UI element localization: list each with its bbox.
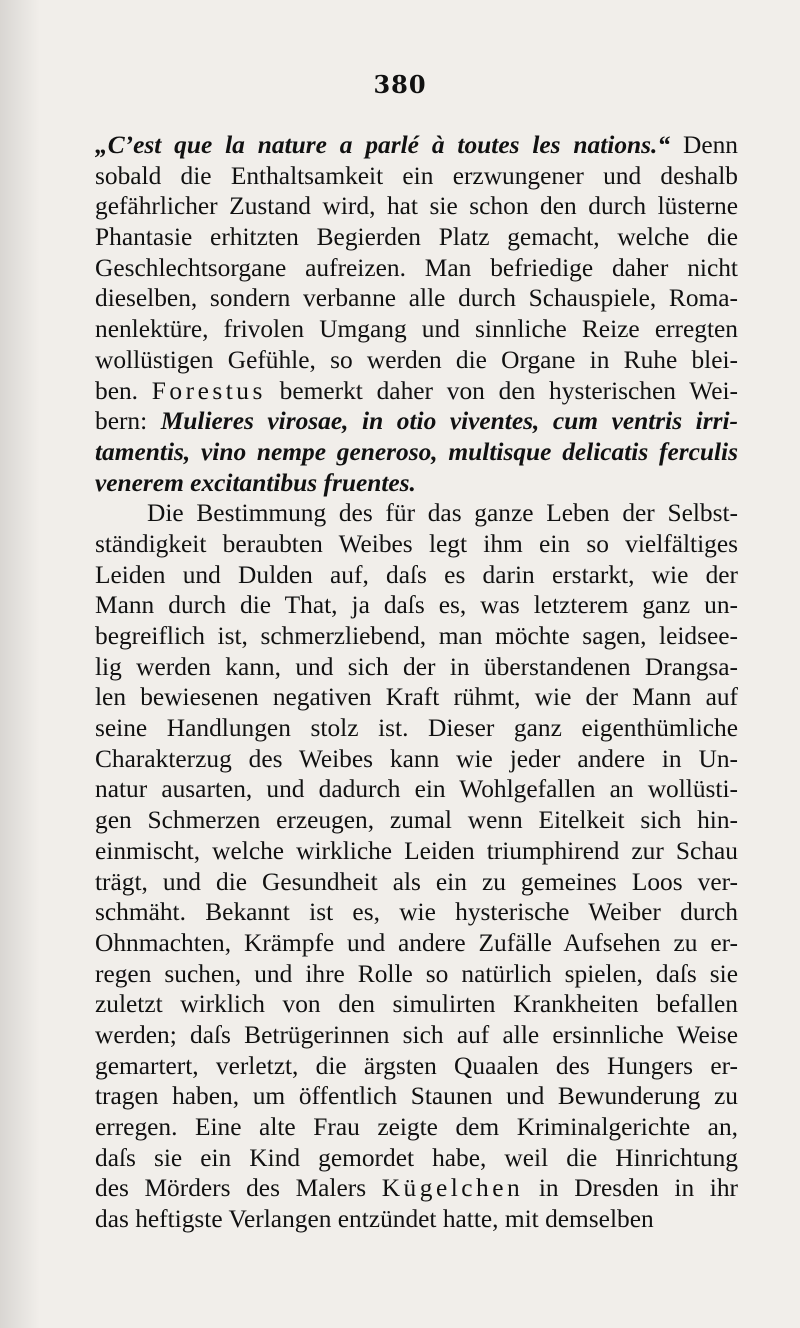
text-line [95,1204,738,1235]
text-segment: Mulieres virosae, in otio viventes, cum ventris irri- [160,407,738,436]
text-line [95,130,738,161]
text-segment: regen suchen, und ihre Rolle so natürlich spielen, daſs sie [95,959,738,988]
text-segment: ständigkeit beraubten Weibes legt ihm ein so vielfältiges [95,529,738,558]
text-line [95,836,738,867]
text-line [95,1051,738,1082]
text-line [95,437,738,468]
text-line [95,253,738,284]
text-segment: in Dresden in ihr [523,1174,738,1203]
text-line [95,1112,738,1143]
text-segment: bern: [95,407,161,436]
text-line [95,867,738,898]
text-line [95,406,738,437]
text-segment: werden; daſs Betrügerinnen sich auf alle ersinnliche Weise [95,1020,738,1049]
text-line [95,805,738,836]
text-segment: lig werden kann, und sich der in überstandenen Drangsa- [95,652,738,681]
text-segment: zuletzt wirklich von den simulirten Krankheiten befallen [95,990,738,1019]
text-line [95,161,738,192]
text-segment: Forestus [151,376,266,405]
text-segment: Mann durch die That, ja daſs es, was letzterem ganz un- [95,591,738,620]
text-line [95,989,738,1020]
text-line [95,1081,738,1112]
text-line [95,376,738,407]
text-line [95,1173,738,1204]
text-segment: nenlektüre, frivolen Umgang und sinnliche Reize erregten [95,315,738,344]
text-segment: „C’est que la nature a parlé à toutes les nations.“ [95,131,671,159]
text-segment: erregen. Eine alte Frau zeigte dem Kriminalgerichte an, [95,1113,738,1141]
text-line [95,774,738,805]
text-segment: bemerkt daher von den hysterischen Wei- [265,376,739,405]
text-segment: wollüstigen Gefühle, so werden die Organe in Ruhe blei- [95,345,738,374]
text-line [95,560,738,591]
text-line [95,652,738,683]
text-segment: dieselben, sondern verbanne alle durch Schauspiele, Roma- [95,284,738,313]
text-segment: venerem excitantibus fruentes. [95,468,416,497]
text-segment: ben. [95,376,152,405]
text-line [95,314,738,345]
text-segment: sobald die Enthaltsamkeit ein erzwungener und deshalb [95,161,738,190]
text-segment: Ohnmachten, Krämpfe und andere Zufälle Aufsehen zu er- [95,928,738,957]
text-segment: Leiden und Dulden auf, daſs es darin erstarkt, wie der [95,560,738,589]
body-text [95,130,738,1235]
text-segment: gefährlicher Zustand wird, hat sie schon den durch lüsterne [95,192,738,221]
text-segment: len bewiesenen negativen Kraft rühmt, wie der Mann auf [95,683,738,712]
text-line [95,468,738,499]
text-segment: einmischt, welche wirkliche Leiden triumphirend zur Schau [95,836,738,865]
text-segment: das heftigste Verlangen entzündet hatte, mit demselben [95,1205,654,1234]
text-segment: tragen haben, um öffentlich Staunen und Bewunderung zu [95,1082,738,1111]
text-line [95,621,738,652]
text-line [95,1020,738,1051]
text-line [95,498,738,529]
text-segment: gen Schmerzen erzeugen, zumal wenn Eitelkeit sich hin- [95,806,738,835]
text-segment: trägt, und die Gesundheit als ein zu gemeines Loos ver- [95,867,738,896]
text-line [95,682,738,713]
text-line [95,222,738,253]
text-line [95,744,738,775]
text-segment: Die Bestimmung des für das ganze Leben der Selbst- [147,499,738,528]
text-segment: Charakterzug des Weibes kann wie jeder andere in Un- [95,744,738,773]
text-line [95,897,738,928]
text-segment: schmäht. Bekannt ist es, wie hysterische Weiber durch [95,898,738,927]
text-segment: Geschlechtsorgane aufreizen. Man befriedige daher nicht [95,253,738,282]
text-segment: begreiflich ist, schmerzliebend, man möchte sagen, leidsee- [95,622,738,650]
text-segment: daſs sie ein Kind gemordet habe, weil die Hinrichtung [95,1143,738,1172]
text-segment: seine Handlungen stolz ist. Dieser ganz eigenthümliche [95,714,738,743]
text-line [95,928,738,959]
text-segment: tamentis, vino nempe generoso, multisque delicatis ferculis [95,437,738,466]
text-segment: natur ausarten, und dadurch ein Wohlgefallen an wollüsti- [95,775,738,804]
text-line [95,529,738,560]
text-segment: Phantasie erhitzten Begierden Platz gemacht, welche die [95,223,738,252]
text-line [95,713,738,744]
text-line [95,283,738,314]
text-segment: gemartert, verletzt, die ärgsten Quaalen des Hungers er- [95,1051,738,1080]
text-segment: Kügelchen [381,1174,524,1203]
text-segment: Denn [670,131,738,159]
text-line [95,1143,738,1174]
page-number: 380 [373,70,427,99]
text-line [95,345,738,376]
text-segment: des Mörders des Malers [95,1174,382,1203]
text-line [95,590,738,621]
text-line [95,191,738,222]
text-line [95,959,738,990]
